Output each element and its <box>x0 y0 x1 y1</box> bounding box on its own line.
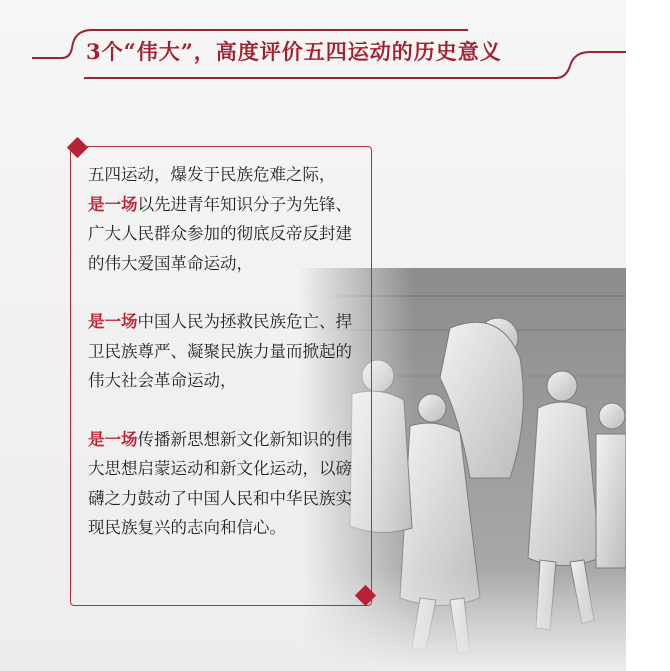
paragraph-text: 五四运动，爆发于民族危难之际， <box>88 165 336 184</box>
paragraph-text: 以先进青年知识分子为先锋、广大人民群众参加的彻底反帝反封建的伟大爱国革命运动， <box>88 194 352 273</box>
page-title: 3个“伟大”，高度评价五四运动的历史意义 <box>86 39 502 64</box>
highlight-lead: 是一场 <box>88 194 138 214</box>
paragraph-text: 传播新思想新文化新知识的伟大思想启蒙运动和新文化运动，以磅礴之力鼓动了中国人民和中华民族实现民族复兴的志向和信心。 <box>88 429 352 537</box>
paragraph-text: 中国人民为拯救民族危亡、捍卫民族尊严、凝聚民族力量而掀起的伟大社会革命运动， <box>88 312 352 390</box>
highlight-lead: 是一场 <box>88 429 138 449</box>
paragraph-intro <box>88 160 363 278</box>
paragraph-2 <box>88 307 363 396</box>
article-body <box>88 160 363 572</box>
highlight-lead: 是一场 <box>88 312 138 331</box>
paragraph-3 <box>88 425 363 543</box>
